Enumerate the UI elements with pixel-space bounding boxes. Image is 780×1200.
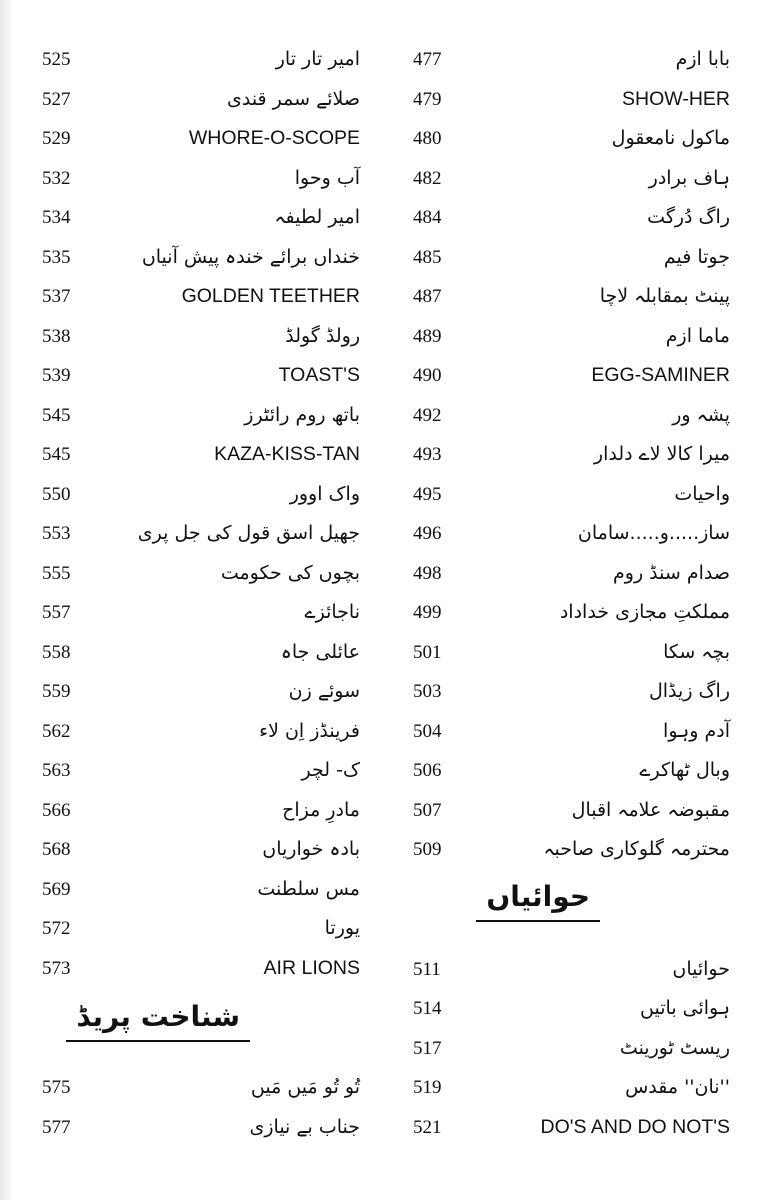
entry-page-number: 568 <box>42 839 71 860</box>
entry-title: پشہ ور <box>672 403 730 426</box>
entry-title: محترمہ گلوکاری صاحبہ <box>543 838 730 860</box>
contents-entry <box>20 475 360 515</box>
contents-entry <box>395 198 730 238</box>
entry-title: راگ دُرگت <box>647 206 730 228</box>
contents-entry <box>395 950 730 990</box>
contents-entry <box>395 119 730 159</box>
contents-entry <box>20 356 360 396</box>
entry-page-number: 501 <box>413 641 442 663</box>
entry-title: واک اوور <box>289 482 360 505</box>
entry-page-number: 498 <box>413 562 442 584</box>
contents-entry <box>395 593 730 633</box>
entry-title: بچوں کی حکومت <box>220 561 360 584</box>
contents-entry <box>20 238 360 278</box>
contents-entry <box>20 751 360 791</box>
contents-entry <box>395 751 730 791</box>
entry-page-number: 525 <box>42 49 71 70</box>
entry-page-number: 553 <box>42 523 71 544</box>
contents-entry <box>20 830 360 870</box>
entry-page-number: 521 <box>413 1116 442 1138</box>
entry-page-number: 545 <box>42 444 71 465</box>
entry-page-number: 539 <box>42 365 71 386</box>
contents-entry <box>395 1108 730 1148</box>
contents-entry <box>20 435 360 475</box>
left-entries-top <box>20 40 360 988</box>
contents-entry <box>395 317 730 357</box>
entry-title: ہوائی باتیں <box>640 997 730 1019</box>
entry-page-number: 517 <box>413 1037 442 1059</box>
entry-page-number: 577 <box>42 1116 71 1138</box>
entry-page-number: 545 <box>42 404 71 426</box>
contents-entry <box>20 1108 360 1148</box>
entry-page-number: 559 <box>42 681 71 702</box>
entry-page-number: 538 <box>42 325 71 347</box>
entry-page-number: 480 <box>413 128 442 149</box>
page-gutter-shadow <box>0 0 14 1200</box>
right-entries-top <box>395 40 730 870</box>
contents-entry <box>395 1068 730 1108</box>
contents-entry <box>20 593 360 633</box>
entry-title: فرینڈز اِن لاء <box>259 719 360 742</box>
entry-title: ''نان'' مقدس <box>625 1076 730 1098</box>
contents-entry <box>395 514 730 554</box>
entry-page-number: 507 <box>413 799 442 821</box>
left-section-heading-block <box>20 988 360 1068</box>
entry-title: پینٹ بمقابلہ لاچا <box>599 285 730 307</box>
entry-page-number: 558 <box>42 641 71 663</box>
contents-entry <box>20 791 360 831</box>
entry-title: وبال ٹھاکرے <box>639 759 730 781</box>
entry-title: میرا کالا لاے دلدار <box>593 443 730 465</box>
entry-title: مقبوضہ علامہ اقبال <box>571 798 730 821</box>
contents-entry <box>20 514 360 554</box>
contents-entry <box>395 791 730 831</box>
entry-title: KAZA-KISS-TAN <box>214 443 360 465</box>
entry-title: جناب بے نیازی <box>249 1115 360 1138</box>
entry-title: ریسٹ ٹورینٹ <box>619 1036 730 1059</box>
contents-entry <box>395 159 730 199</box>
entry-title: جوتا فیم <box>663 245 730 268</box>
entry-title: AIR LIONS <box>263 956 360 979</box>
entry-page-number: 555 <box>42 562 71 584</box>
contents-entry <box>20 80 360 120</box>
section-heading-hawaiyan: حوائیاں <box>476 880 600 922</box>
contents-entry <box>20 198 360 238</box>
entry-page-number: 496 <box>413 523 442 544</box>
contents-entry <box>395 277 730 317</box>
contents-entry <box>395 712 730 752</box>
entry-page-number: 482 <box>413 167 442 189</box>
entry-page-number: 477 <box>413 49 442 70</box>
entry-title: تُو تُو مَیں مَیں <box>250 1076 360 1098</box>
contents-entry <box>20 40 360 80</box>
contents-entry <box>395 1029 730 1069</box>
entry-title: بابا ازم <box>675 48 730 70</box>
entry-title: ہاف برادر <box>648 166 730 189</box>
contents-entry <box>20 277 360 317</box>
entry-page-number: 479 <box>413 88 442 110</box>
entry-page-number: 529 <box>42 128 71 149</box>
entry-page-number: 563 <box>42 760 71 781</box>
entry-title: EGG-SAMINER <box>591 364 730 386</box>
contents-entry <box>395 80 730 120</box>
contents-entry <box>395 238 730 278</box>
entry-title: رولڈ گولڈ <box>285 324 360 347</box>
right-section-heading-block <box>395 870 730 950</box>
contents-entry <box>20 949 360 989</box>
entry-page-number: 489 <box>413 325 442 347</box>
contents-entry <box>395 672 730 712</box>
entry-page-number: 557 <box>42 602 71 623</box>
entry-page-number: 562 <box>42 720 71 742</box>
section-heading-shanakht-parade: شناخت پریڈ <box>66 1000 250 1042</box>
contents-entry <box>20 672 360 712</box>
contents-entry <box>395 356 730 396</box>
entry-title: امیر تار تار <box>275 48 360 70</box>
entry-title: SHOW-HER <box>622 87 730 110</box>
entry-title: واحیات <box>674 482 730 505</box>
entry-title: امیر لطیفہ <box>274 206 360 228</box>
contents-entry <box>20 119 360 159</box>
entry-page-number: 487 <box>413 286 442 307</box>
entry-title: ساز.....و.....سامان <box>577 522 730 544</box>
contents-entry <box>395 989 730 1029</box>
entry-title: جھیل اسق قول کی جل پری <box>137 522 360 544</box>
entry-page-number: 569 <box>42 878 71 900</box>
entry-title: سوئے زن <box>288 680 360 702</box>
entry-page-number: 519 <box>413 1077 442 1098</box>
entry-page-number: 566 <box>42 799 71 821</box>
entry-title: آدم وہوا <box>663 719 730 742</box>
entry-title: صدام سنڈ روم <box>613 561 730 584</box>
contents-entry <box>395 435 730 475</box>
entry-page-number: 550 <box>42 483 71 505</box>
entry-title: WHORE-O-SCOPE <box>188 127 360 149</box>
contents-entry <box>395 396 730 436</box>
entry-title: DO'S AND DO NOT'S <box>540 1115 730 1138</box>
contents-entry <box>395 554 730 594</box>
contents-entry <box>395 475 730 515</box>
contents-entry <box>20 633 360 673</box>
contents-entry <box>20 159 360 199</box>
contents-entry <box>395 40 730 80</box>
left-entries-bottom <box>20 1068 360 1147</box>
entry-title: بادہ خواریاں <box>262 838 360 860</box>
entry-page-number: 527 <box>42 88 71 110</box>
entry-title: آب وحوا <box>294 166 360 189</box>
entry-title: TOAST'S <box>278 364 360 386</box>
contents-entry <box>20 909 360 949</box>
right-entries-bottom <box>395 950 730 1148</box>
entry-title: باتھ روم رائٹرز <box>244 403 360 426</box>
contents-entry <box>20 870 360 910</box>
entry-page-number: 575 <box>42 1077 71 1098</box>
entry-title: مادرِ مزاح <box>282 798 360 821</box>
entry-page-number: 504 <box>413 720 442 742</box>
contents-entry <box>20 396 360 436</box>
left-column <box>20 40 360 1147</box>
entry-page-number: 537 <box>42 286 71 307</box>
entry-page-number: 503 <box>413 681 442 702</box>
right-column <box>395 40 730 1147</box>
entry-title: ک- لچر <box>301 759 360 781</box>
contents-entry <box>20 712 360 752</box>
entry-title: حوائیاں <box>672 957 730 980</box>
entry-page-number: 572 <box>42 918 71 939</box>
entry-page-number: 493 <box>413 444 442 465</box>
entry-page-number: 492 <box>413 404 442 426</box>
entry-title: صلائے سمر قندی <box>226 87 360 110</box>
entry-page-number: 485 <box>413 246 442 268</box>
contents-entry <box>395 830 730 870</box>
entry-page-number: 573 <box>42 957 71 979</box>
entry-page-number: 532 <box>42 167 71 189</box>
entry-page-number: 535 <box>42 246 71 268</box>
entry-title: ماکول نامعقول <box>611 127 730 149</box>
entry-page-number: 499 <box>413 602 442 623</box>
entry-title: بچہ سکا <box>663 640 730 663</box>
entry-page-number: 490 <box>413 365 442 386</box>
entry-page-number: 509 <box>413 839 442 860</box>
entry-page-number: 484 <box>413 207 442 228</box>
contents-entry <box>20 1068 360 1108</box>
entry-page-number: 495 <box>413 483 442 505</box>
entry-title: ماما ازم <box>665 324 730 347</box>
entry-title: GOLDEN TEETHER <box>181 285 360 307</box>
entry-page-number: 514 <box>413 998 442 1019</box>
entry-page-number: 534 <box>42 207 71 228</box>
entry-title: عائلی جاہ <box>280 640 360 663</box>
contents-entry <box>395 633 730 673</box>
contents-entry <box>20 317 360 357</box>
entry-title: ناجائزے <box>304 601 360 623</box>
entry-title: مس سلطنت <box>257 877 360 900</box>
contents-entry <box>20 554 360 594</box>
entry-page-number: 511 <box>413 958 441 980</box>
entry-title: راگ زیڈال <box>648 680 730 702</box>
entry-page-number: 506 <box>413 760 442 781</box>
entry-title: مملکتِ مجازی خداداد <box>559 601 730 623</box>
entry-title: یورتا <box>324 917 360 939</box>
entry-title: خنداں برائے خندہ پیش آنیاں <box>141 245 360 268</box>
